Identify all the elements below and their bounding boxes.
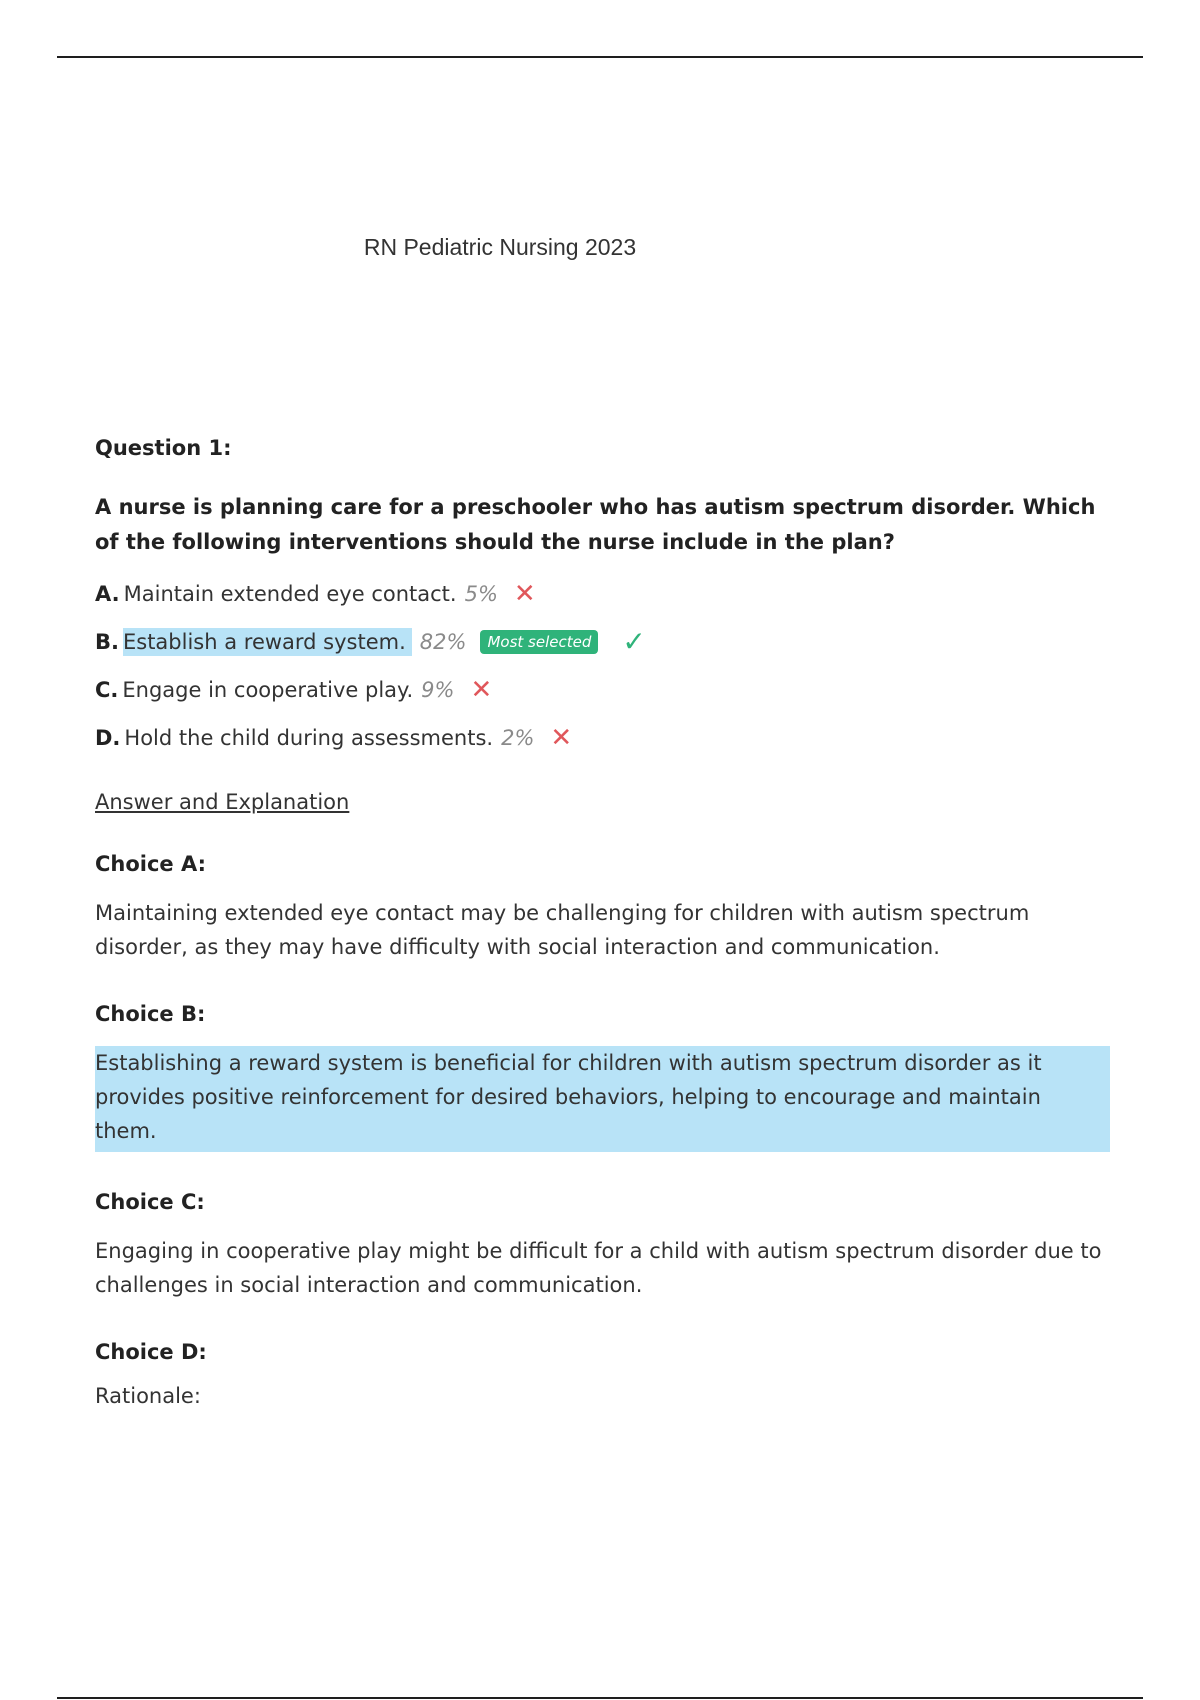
x-icon: ✕ xyxy=(470,675,493,705)
choice-a-explanation: Maintaining extended eye contact may be challenging for children with autism spectrum disorder, as they may have difficulty with social interaction and communication. xyxy=(95,901,1030,959)
x-icon: ✕ xyxy=(550,723,573,753)
option-text: Maintain extended eye contact. xyxy=(123,582,457,606)
option-a[interactable] xyxy=(95,570,1110,618)
option-text: Establish a reward system. xyxy=(123,628,412,656)
option-letter: C. xyxy=(95,678,119,702)
rationale-label: Rationale: xyxy=(95,1384,201,1408)
bottom-rule xyxy=(57,1697,1143,1699)
top-rule xyxy=(57,56,1143,58)
most-selected-badge: Most selected xyxy=(480,630,598,654)
option-c[interactable] xyxy=(95,666,1110,714)
choice-a-heading: Choice A: xyxy=(95,852,207,876)
option-percent: 82% xyxy=(419,630,467,654)
option-letter: A. xyxy=(95,582,120,606)
question-content xyxy=(95,436,1110,1408)
option-percent: 2% xyxy=(501,726,535,750)
option-text: Engage in cooperative play. xyxy=(122,678,414,702)
choice-c-heading: Choice C: xyxy=(95,1190,205,1214)
option-letter: B. xyxy=(95,630,119,654)
option-d[interactable] xyxy=(95,714,1110,762)
option-text: Hold the child during assessments. xyxy=(124,726,494,750)
document-title: RN Pediatric Nursing 2023 xyxy=(363,234,637,260)
choice-b-heading: Choice B: xyxy=(95,1002,206,1026)
question-heading: Question 1: xyxy=(95,436,232,460)
option-percent: 9% xyxy=(421,678,455,702)
option-percent: 5% xyxy=(464,582,498,606)
answer-options xyxy=(95,570,1110,762)
x-icon: ✕ xyxy=(513,579,536,609)
choice-b-explanation: Establishing a reward system is beneficial for children with autism spectrum disorder as it provides positive reinforcement for desired behaviors, helping to encourage and maintain them. xyxy=(95,1046,1110,1152)
option-b[interactable] xyxy=(95,618,1110,666)
option-letter: D. xyxy=(95,726,121,750)
choice-d-heading: Choice D: xyxy=(95,1340,207,1364)
choice-c-explanation: Engaging in cooperative play might be difficult for a child with autism spectrum disorder due to challenges in social interaction and communication. xyxy=(95,1239,1102,1297)
answer-explanation-link[interactable]: Answer and Explanation xyxy=(95,790,350,814)
question-stem: A nurse is planning care for a preschooler who has autism spectrum disorder. Which of the following interventions should the nurse include in the plan? xyxy=(95,495,1096,554)
check-icon: ✓ xyxy=(622,625,646,658)
